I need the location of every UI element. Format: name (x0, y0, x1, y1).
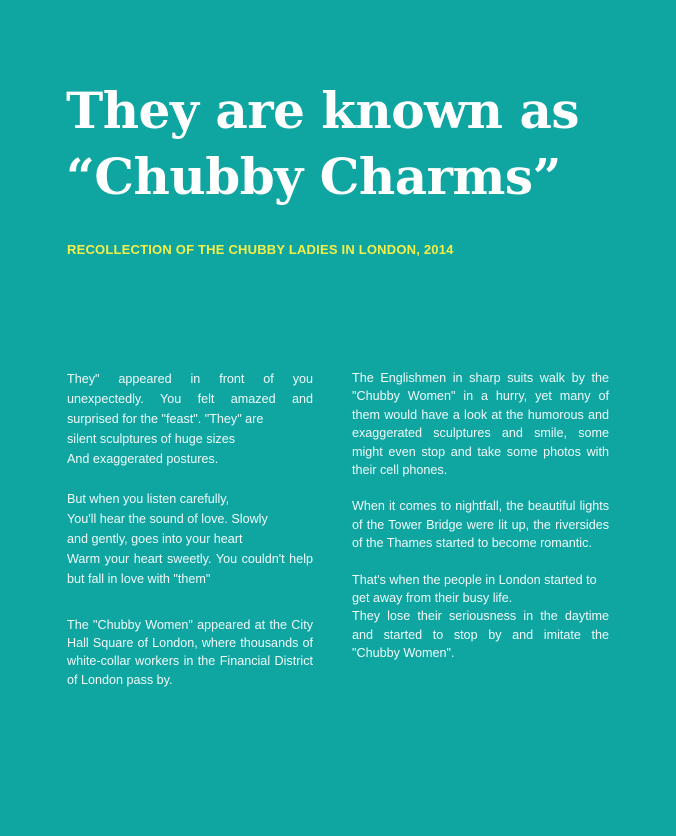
paragraph-line: And exaggerated postures. (67, 452, 219, 466)
title-line-2: “Chubby Charms” (66, 147, 561, 206)
subtitle: RECOLLECTION OF THE CHUBBY LADIES IN LONDON, 2014 (67, 242, 454, 257)
paragraph: The "Chubby Women" appeared at the City Hall Square of London, where thousands of white-collar workers in the Financial District of London pass by. (67, 618, 313, 687)
paragraph: When it comes to nightfall, the beautiful lights of the Tower Bridge were lit up, the riversides of the Thames started to become romantic. (352, 499, 609, 551)
paragraph-line: silent sculptures of huge sizes (67, 432, 236, 446)
left-text-column (67, 369, 313, 689)
paragraph: The Englishmen in sharp suits walk by the "Chubby Women" in a hurry, yet many of them would have a look at the humorous and exaggerated sculptures and smile, some might even stop and take some photos with their cell phones. (352, 371, 609, 478)
paragraph-line: and gently, goes into your heart (67, 532, 243, 546)
paragraph: Warm your heart sweetly. You couldn't help but fall in love with "them" (67, 552, 313, 586)
paragraph: That's when the people in London started to get away from their busy life. (352, 572, 597, 606)
right-text-column (352, 369, 609, 663)
paragraph-line: You'll hear the sound of love. Slowly (67, 512, 268, 526)
paragraph-line: But when you listen carefully, (67, 492, 230, 506)
page-title (66, 78, 646, 210)
paragraph: They" appeared in front of you unexpectedly. You felt amazed and surprised for the "feast". "They" are (67, 372, 313, 426)
paragraph: They lose their seriousness in the daytime and started to stop by and imitate the "Chubby Women". (352, 609, 609, 661)
title-line-1: They are known as (66, 81, 579, 140)
